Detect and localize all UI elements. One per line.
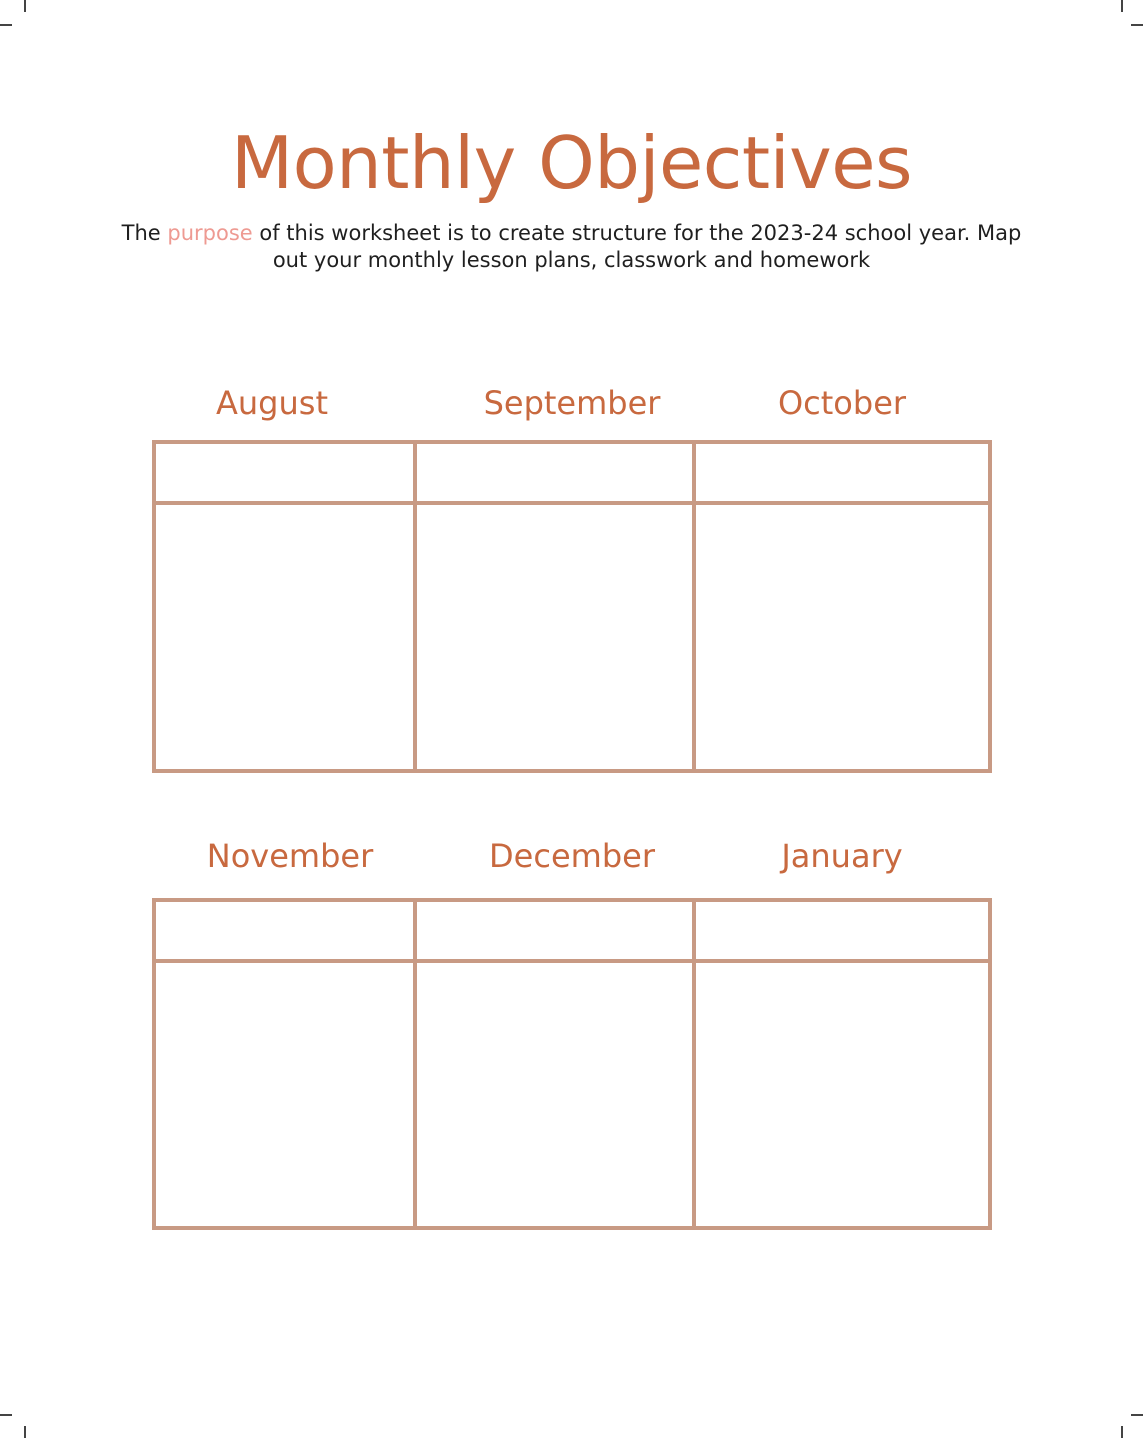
month-label-august: August xyxy=(216,384,328,422)
intro-accent-word: purpose xyxy=(167,221,253,245)
month-label-september: September xyxy=(483,384,661,422)
month-label-november: November xyxy=(206,837,374,875)
crop-mark-bottom-right-h xyxy=(1131,1414,1143,1416)
intro-text xyxy=(120,220,1023,274)
page-title: Monthly Objectives xyxy=(230,121,913,205)
header-divider xyxy=(156,501,988,505)
month-label-january: January xyxy=(781,837,903,875)
month-label-october: October xyxy=(777,384,907,422)
month-grid-1 xyxy=(152,440,992,773)
column-divider xyxy=(692,444,696,769)
intro-text-end: of this worksheet is to create structure for the 2023-24 school year. Map out your monthly lesson plans, classwork and homework xyxy=(252,221,1022,272)
month-label-december: December xyxy=(489,837,655,875)
month-grid-2 xyxy=(152,898,992,1230)
intro-text-start: The xyxy=(121,221,168,245)
crop-mark-bottom-left xyxy=(24,1426,26,1438)
column-divider xyxy=(413,902,417,1226)
crop-mark-top-left-h xyxy=(0,24,12,26)
column-divider xyxy=(692,902,696,1226)
crop-mark-top-left xyxy=(24,0,26,12)
crop-mark-top-right-h xyxy=(1131,24,1143,26)
crop-mark-top-right xyxy=(1121,0,1123,12)
header-divider xyxy=(156,959,988,963)
crop-mark-bottom-left-h xyxy=(0,1414,12,1416)
column-divider xyxy=(413,444,417,769)
crop-mark-bottom-right xyxy=(1121,1426,1123,1438)
